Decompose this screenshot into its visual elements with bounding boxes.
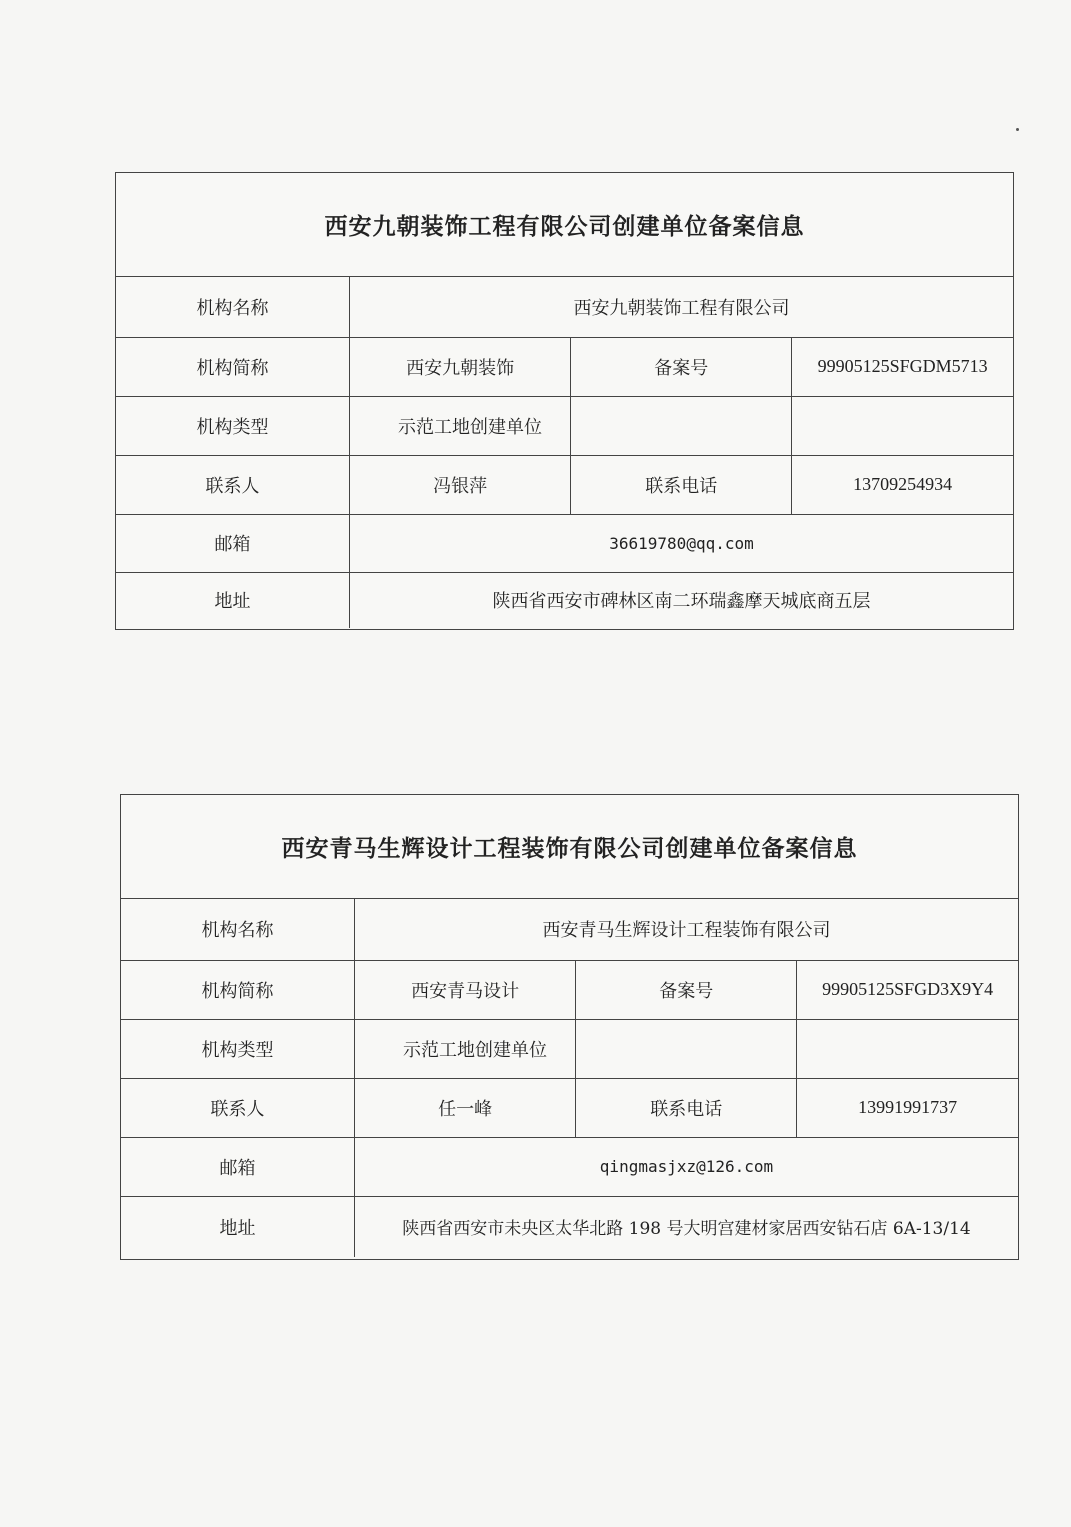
record-table [116, 277, 1013, 628]
value-email: qingmasjxz@126.com [355, 1137, 1019, 1196]
table-row [116, 277, 1013, 337]
value-name: 西安青马生辉设计工程装饰有限公司 [355, 899, 1019, 960]
value-contact: 任一峰 [355, 1078, 576, 1137]
label-contact: 联系人 [121, 1078, 355, 1137]
record-card-1 [115, 172, 1014, 630]
table-row [116, 396, 1013, 455]
label-email: 邮箱 [121, 1137, 355, 1196]
table-row [116, 337, 1013, 396]
record-card-2 [120, 794, 1019, 1260]
label-type: 机构类型 [121, 1019, 355, 1078]
value-short: 西安九朝装饰 [350, 337, 571, 396]
value-phone: 13709254934 [792, 455, 1013, 514]
scan-speck [1016, 128, 1019, 131]
table-row [121, 960, 1018, 1019]
table-row [116, 572, 1013, 628]
table-row [121, 1078, 1018, 1137]
record-title: 西安九朝装饰工程有限公司创建单位备案信息 [116, 173, 1013, 277]
label-address: 地址 [116, 572, 350, 628]
table-row [121, 899, 1018, 960]
label-contact: 联系人 [116, 455, 350, 514]
value-record-no: 99905125SFGDM5713 [792, 337, 1013, 396]
label-name: 机构名称 [121, 899, 355, 960]
label-record-no: 备案号 [571, 337, 792, 396]
label-type: 机构类型 [116, 396, 350, 455]
empty-cell [571, 396, 792, 455]
label-short: 机构简称 [121, 960, 355, 1019]
label-record-no: 备案号 [576, 960, 797, 1019]
value-address: 陕西省西安市碑林区南二环瑞鑫摩天城底商五层 [492, 591, 871, 613]
table-row [121, 1196, 1018, 1257]
label-phone: 联系电话 [576, 1078, 797, 1137]
empty-cell [792, 396, 1013, 455]
table-row [116, 455, 1013, 514]
value-contact: 冯银萍 [350, 455, 571, 514]
table-row [121, 1137, 1018, 1196]
table-row [121, 1019, 1018, 1078]
value-email: 36619780@qq.com [350, 514, 1014, 572]
value-record-no: 99905125SFGD3X9Y4 [797, 960, 1018, 1019]
value-address: 陕西省西安市未央区太华北路 198 号大明宫建材家居西安钻石店 6A-13/14 [402, 1219, 971, 1240]
label-email: 邮箱 [116, 514, 350, 572]
label-address: 地址 [121, 1196, 355, 1257]
label-short: 机构简称 [116, 337, 350, 396]
label-phone: 联系电话 [571, 455, 792, 514]
empty-cell [576, 1019, 797, 1078]
value-type: 示范工地创建单位 [350, 396, 571, 455]
table-row [116, 514, 1013, 572]
value-name: 西安九朝装饰工程有限公司 [350, 277, 1014, 337]
value-phone: 13991991737 [797, 1078, 1018, 1137]
record-table [121, 899, 1018, 1257]
value-type: 示范工地创建单位 [355, 1019, 576, 1078]
label-name: 机构名称 [116, 277, 350, 337]
value-short: 西安青马设计 [355, 960, 576, 1019]
record-title: 西安青马生辉设计工程装饰有限公司创建单位备案信息 [121, 795, 1018, 899]
empty-cell [797, 1019, 1018, 1078]
